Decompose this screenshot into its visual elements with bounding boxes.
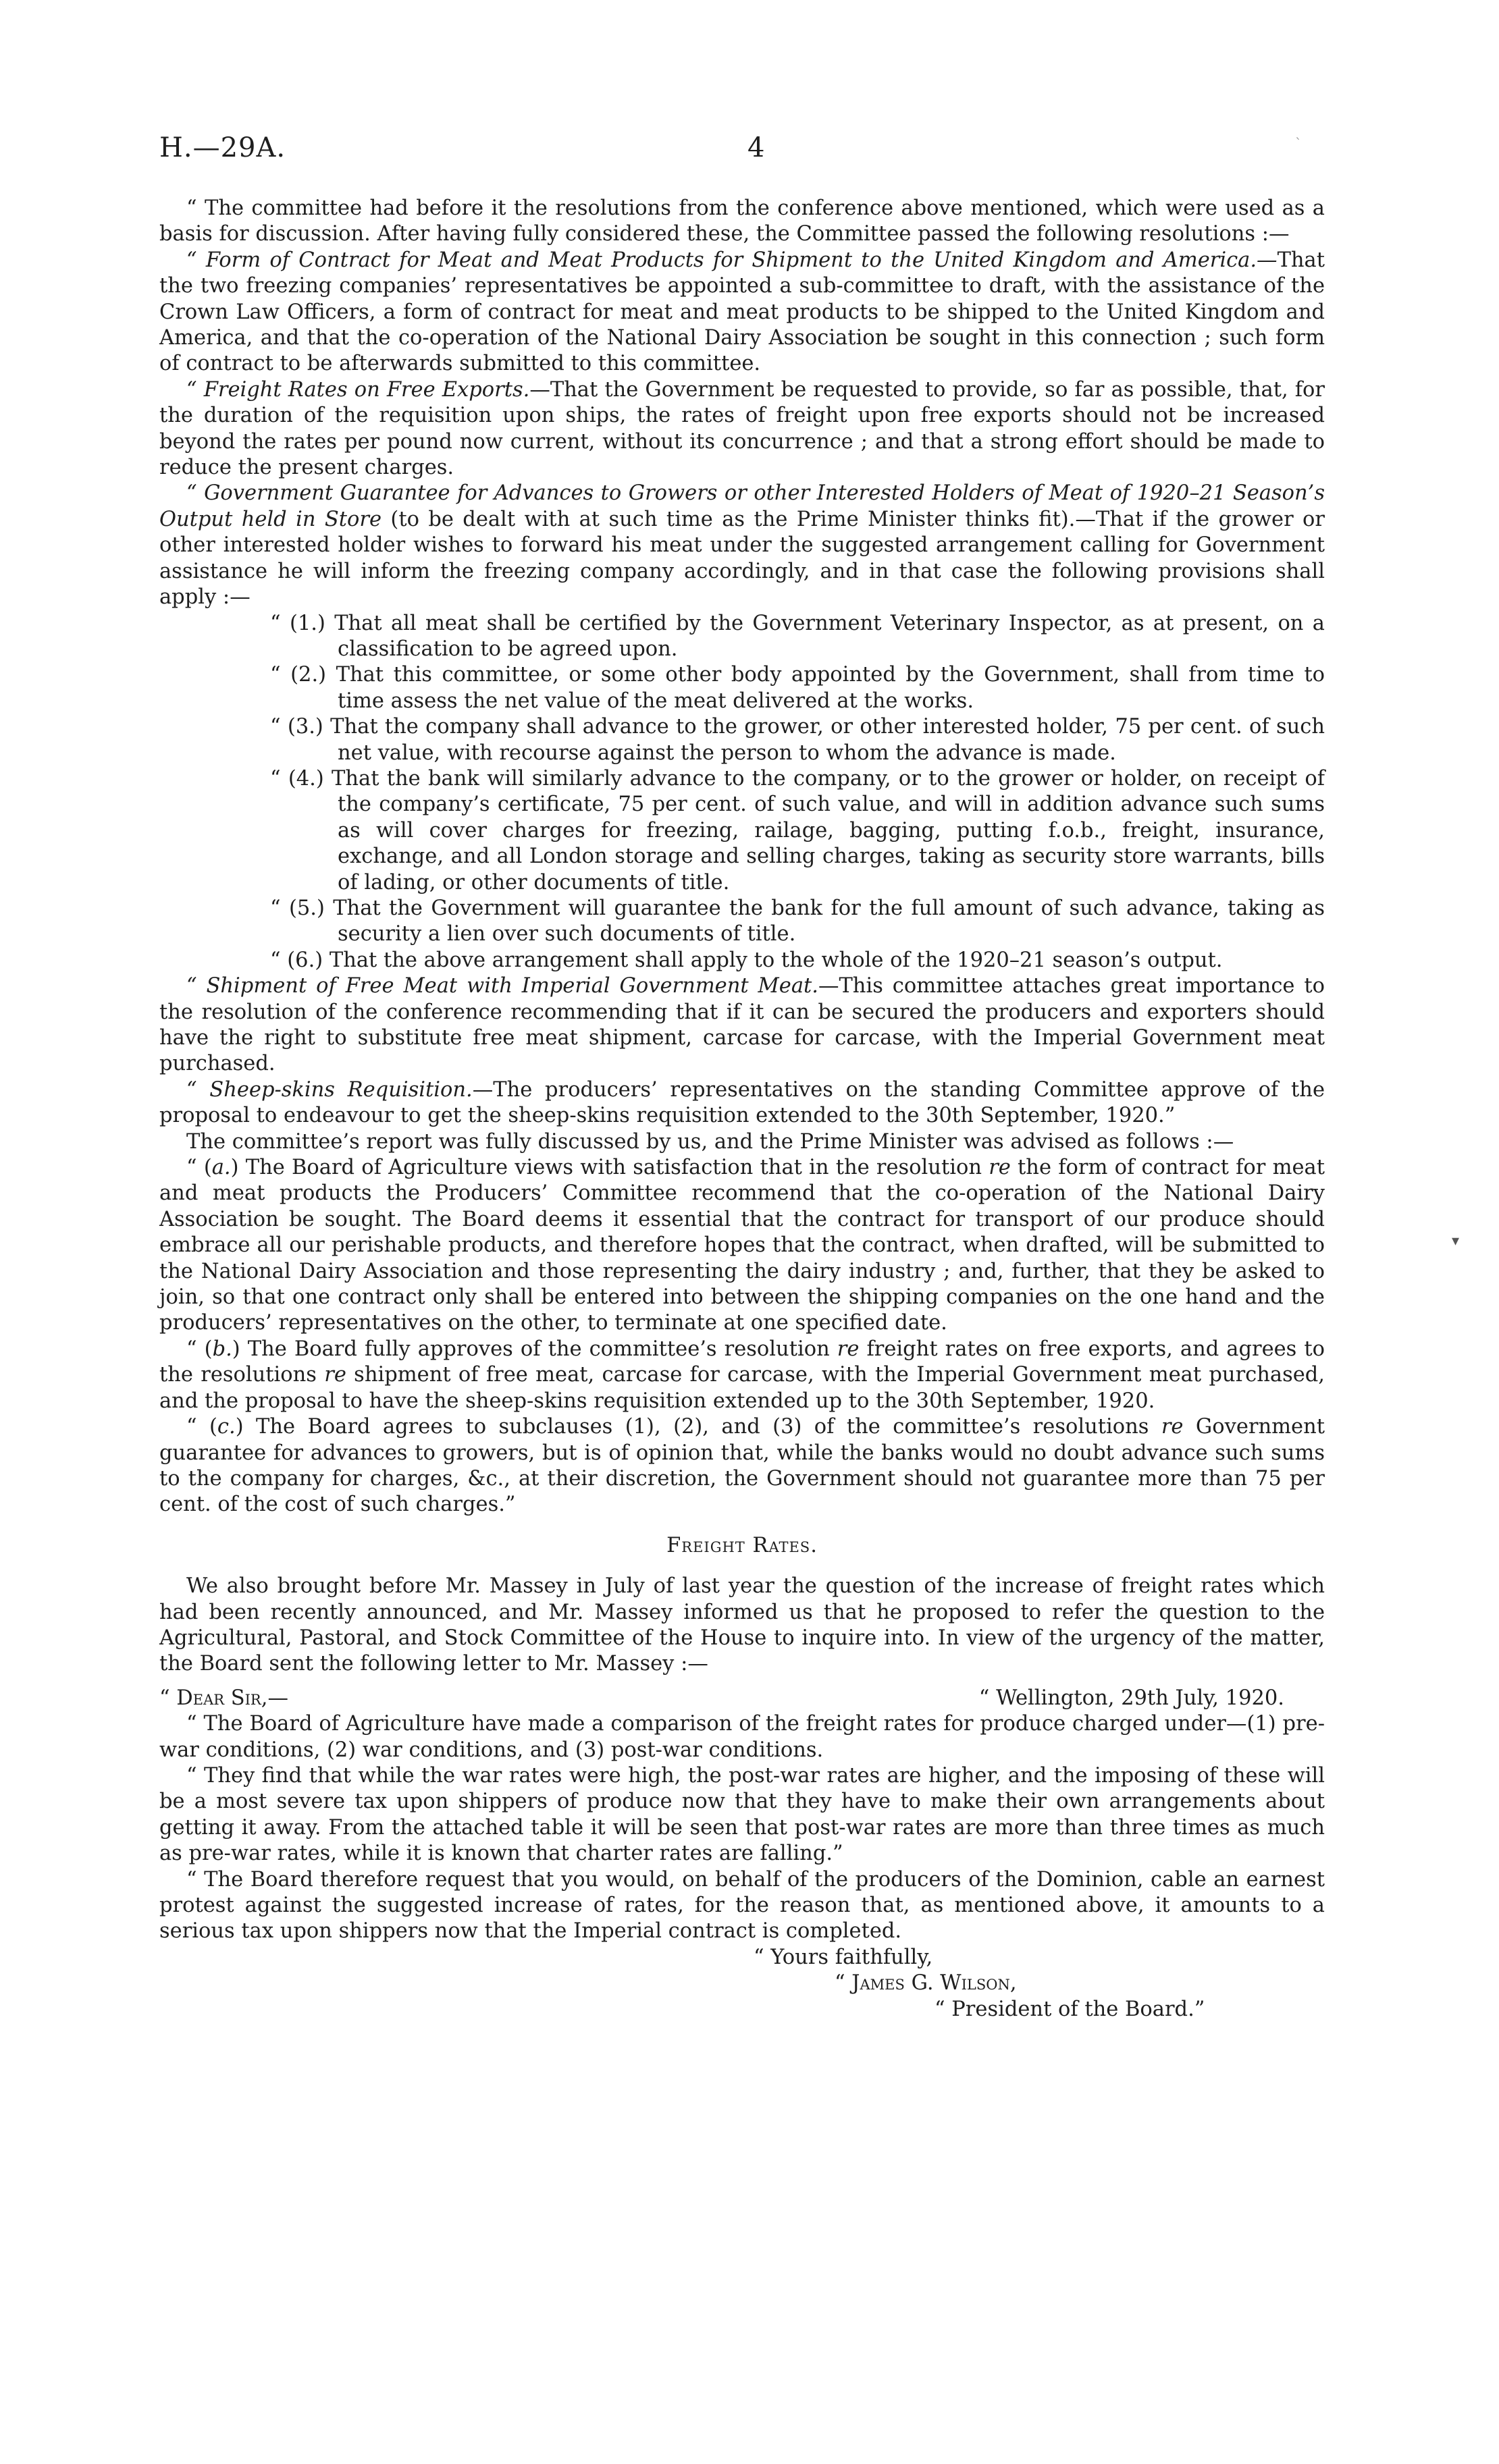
section-heading-freight-rates: Freight Rates. bbox=[666, 1533, 818, 1557]
advice-b: “ (b.) The Board fully approves of the committee’s resolution re freight rates on free exports, and agrees to the resolutions re shipment of free meat, carcase for carcase, with the Imperial Government meat purchased, and the proposal to have the sheep-skins requisition extended up to the 30th September, 1920. bbox=[159, 1337, 1325, 1413]
resolution-sheepskins bbox=[159, 1077, 1325, 1129]
provision-item: “ (4.) That the bank will similarly advance to the company, or to the grower or holder, on receipt of the company’s certificate, 75 per cent. of such value, and will in addition advance such sums as will cover charges for freezing, railage, bagging, putting f.o.b., freight, insurance, exchange, and all London storage and selling charges, taking as security store warrants, bills of lading, or other documents of title. bbox=[270, 766, 1325, 894]
margin-mark: ▾ bbox=[1452, 1233, 1460, 1250]
resolution-text: —The producers’ representatives on the standing Committee approve of the proposal to endeavour to get the sheep-skins requisition extended to the 30th September, 1920.” bbox=[159, 1077, 1325, 1128]
letter-signatory-title: “ President of the Board.” bbox=[935, 1997, 1205, 2021]
resolution-freight-rates bbox=[159, 377, 1325, 481]
resolution-title: “ Government Guarantee for Advances to Growers or other Interested Holders of Meat of 1920–21 Season’s Output held in Store bbox=[159, 481, 1325, 531]
stray-mark: ˋ bbox=[1295, 135, 1302, 151]
resolution-shipment-free-meat bbox=[159, 973, 1325, 1077]
resolution-text: —That the Government be requested to provide, so far as possible, that, for the duration of the requisition upon ships, the rates of freight upon free exports should not be increased beyond the rates per pound now current, without its concurrence ; and that a strong effort should be made to reduce the present charges. bbox=[159, 377, 1325, 480]
letter-salutation: “ Dear Sir,— bbox=[159, 1686, 288, 1710]
report-paragraph: The committee’s report was fully discussed by us, and the Prime Minister was advised as follows :— bbox=[186, 1129, 1234, 1154]
resolution-title: “ Freight Rates on Free Exports. bbox=[186, 377, 530, 402]
resolution-title: “ Form of Contract for Meat and Meat Products for Shipment to the United Kingdom and America.— bbox=[186, 248, 1278, 272]
advice-c: “ (c.) The Board agrees to subclauses (1), (2), and (3) of the committee’s resolutions re Government guarantee for advances to growers, but is of opinion that, while the banks would no doubt advance such sums to the company for charges, &c., at their discretion, the Government should not guarantee more than 75 per cent. of the cost of such charges.” bbox=[159, 1415, 1325, 1517]
page-header bbox=[159, 132, 1331, 173]
provision-item: “ (2.) That this committee, or some other body appointed by the Government, shall from time to time assess the net value of the meat delivered at the works. bbox=[270, 663, 1325, 713]
document-body bbox=[159, 196, 1325, 2023]
resolution-text: That the two freezing companies’ representatives be appointed a sub-committee to draft, with the assistance of the Crown Law Officers, a form of contract for meat and meat products to be shipped to the United Kingdom and America, and that the co-operation of the National Dairy Association be sought in this connection ; such form of contract to be afterwards submitted to this committee. bbox=[159, 248, 1325, 376]
resolution-title: “ Shipment of Free Meat with Imperial Government Meat. bbox=[186, 974, 818, 998]
resolution-text: —This committee attaches great importance to the resolution of the conference recommending that if it can be secured the producers and exporters should have the right to substitute free meat shipment, carcase for carcase, with the Imperial Government meat purchased. bbox=[159, 974, 1325, 1076]
freight-intro-paragraph: We also brought before Mr. Massey in July of last year the question of the increase of freight rates which had been recently announced, and Mr. Massey informed us that he proposed to refer the question to the Agricultural, Pastoral, and Stock Committee of the House to inquire into. In view of the urgency of the matter, the Board sent the following letter to Mr. Massey :— bbox=[159, 1574, 1325, 1676]
letter-signature: “ James G. Wilson, bbox=[835, 1971, 1017, 1996]
resolution-contract-form bbox=[159, 248, 1325, 377]
resolution-title: “ Sheep-skins Requisition. bbox=[186, 1077, 473, 1102]
provision-item: “ (3.) That the company shall advance to the grower, or other interested holder, 75 per cent. of such net value, with recourse against the person to whom the advance is made. bbox=[270, 715, 1325, 765]
provision-item: “ (6.) That the above arrangement shall apply to the whole of the 1920–21 season’s output. bbox=[270, 948, 1223, 972]
document-reference: H.—29A. bbox=[159, 132, 286, 163]
letter-heading bbox=[159, 1686, 1325, 1711]
letter-paragraph: “ The Board of Agriculture have made a comparison of the freight rates for produce charged under—(1) pre-war conditions, (2) war conditions, and (3) post-war conditions. bbox=[159, 1712, 1325, 1762]
provision-item: “ (5.) That the Government will guarantee the bank for the full amount of such advance, taking as security a lien over such documents of title. bbox=[270, 896, 1325, 946]
letter-paragraph: “ They find that while the war rates were high, the post-war rates are higher, and the imposing of these will be a most severe tax upon shippers of produce now that they have to make their own arrangements about getting it away. From the attached table it will be seen that post-war rates are more than three times as much as pre-war rates, while it is known that charter rates are falling.” bbox=[159, 1763, 1325, 1866]
resolution-text: (to be dealt with at such time as the Prime Minister thinks fit).—That if the grower or other interested holder wishes to forward his meat under the suggested arrangement calling for Government assistance he will inform the freezing company accordingly, and in that case the following provisions shall apply :— bbox=[159, 507, 1325, 610]
provision-item: “ (1.) That all meat shall be certified by the Government Veterinary Inspector, as at present, on a classification to be agreed upon. bbox=[270, 611, 1325, 661]
page-number: 4 bbox=[747, 132, 765, 163]
resolution-government-guarantee bbox=[159, 481, 1325, 610]
letter-closing: “ Yours faithfully, bbox=[754, 1945, 933, 1969]
letter-paragraph: “ The Board therefore request that you would, on behalf of the producers of the Dominion, cable an earnest protest against the suggested increase of rates, for the reason that, as mentioned above, it amounts to a serious tax upon shippers now that the Imperial contract is completed. bbox=[159, 1867, 1325, 1944]
letter-date: “ Wellington, 29th July, 1920. bbox=[978, 1686, 1284, 1710]
intro-paragraph: “ The committee had before it the resolutions from the conference above mentioned, which were used as a basis for discussion. After having fully considered these, the Committee passed the following resolutions :— bbox=[159, 196, 1325, 246]
advice-a: “ (a.) The Board of Agriculture views with satisfaction that in the resolution re the form of contract for meat and meat products the Producers’ Committee recommend that the co-operation of the National Dairy Association be sought. The Board deems it essential that the contract for transport of our produce should embrace all our perishable products, and therefore hopes that the contract, when drafted, will be submitted to the National Dairy Association and those representing the dairy industry ; and, further, that they be asked to join, so that one contract only shall be entered into between the shipping companies on the one hand and the producers’ representatives on the other, to terminate at one specified date. bbox=[159, 1156, 1325, 1335]
